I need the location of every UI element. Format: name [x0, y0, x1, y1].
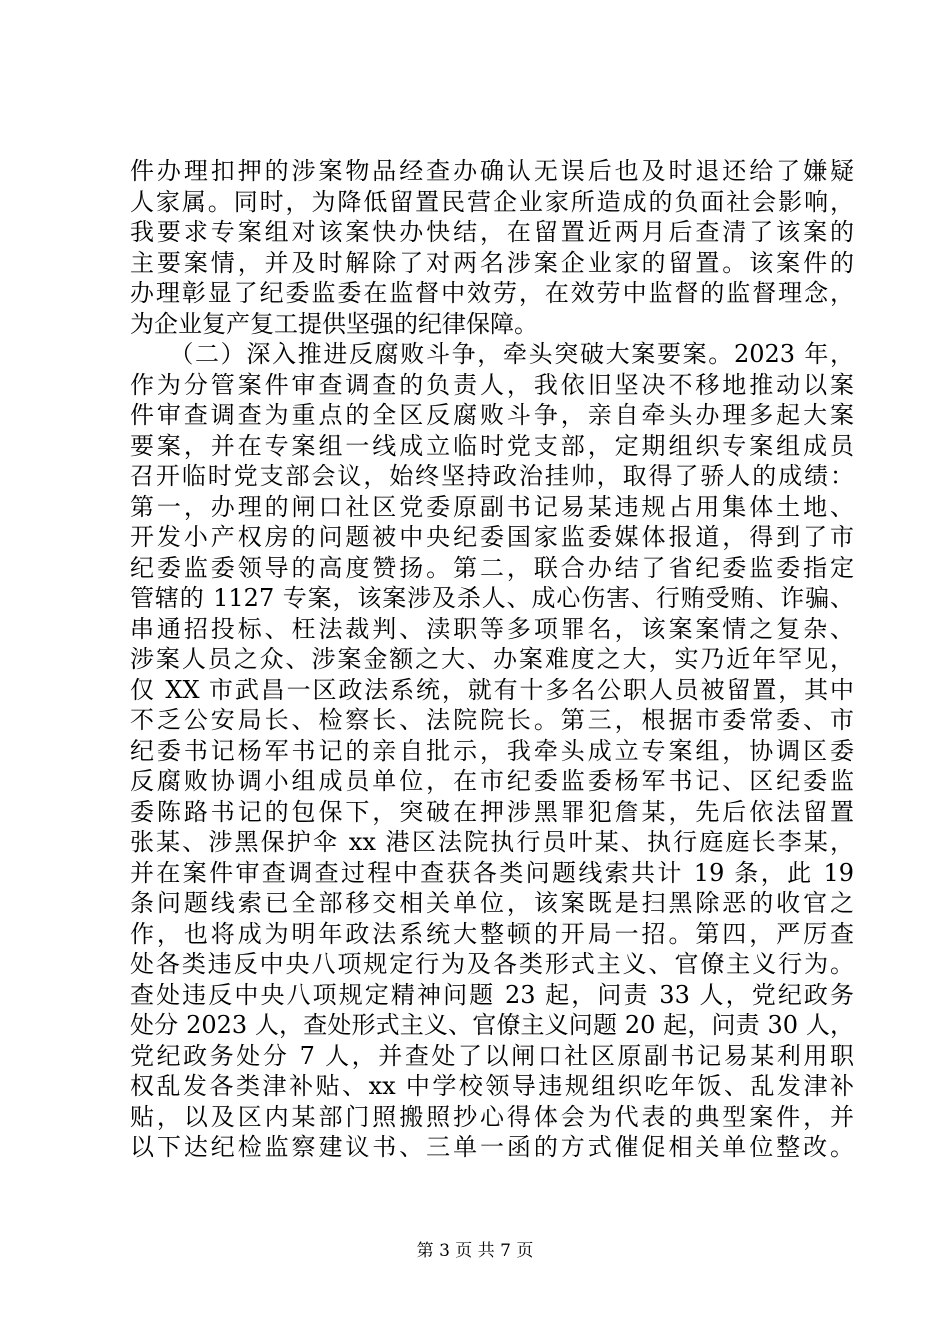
text-line: 贴，以及区内某部门照搬照抄心得体会为代表的典型案件，并 [130, 1102, 854, 1131]
text-line: 管辖的 1127 专案，该案涉及杀人、成心伤害、行贿受贿、诈骗、 [130, 584, 854, 612]
text-line: 作为分管案件审查调查的负责人，我依旧坚决不移地推动以案 [130, 370, 854, 399]
text-line: 处各类违反中央八项规定行为及各类形式主义、官僚主义行为。 [130, 950, 854, 978]
text-line: 涉案人员之众、涉案金额之大、办案难度之大，实乃近年罕见， [130, 645, 854, 673]
text-line: 要案，并在专案组一线成立临时党支部，定期组织专案组成员 [130, 431, 854, 460]
text-line: 作，也将成为明年政法系统大整顿的开局一招。第四，严厉查 [130, 919, 854, 948]
text-line: 件办理扣押的涉案物品经查办确认无误后也及时退还给了嫌疑 [130, 157, 854, 185]
page-number-footer: 第 3 页 共 7 页 [416, 1241, 534, 1261]
text-line: 纪委书记杨军书记的亲自批示，我牵头成立专案组，协调区委 [130, 736, 854, 765]
text-line: 主要案情，并及时解除了对两名涉案企业家的留置。该案件的 [130, 248, 854, 277]
text-line: 不乏公安局长、检察长、法院院长。第三，根据市委常委、市 [130, 706, 854, 734]
text-line: 仅 XX 市武昌一区政法系统，就有十多名公职人员被留置，其中 [130, 675, 854, 704]
text-line: 党纪政务处分 7 人，并查处了以闸口社区原副书记易某利用职 [130, 1041, 854, 1070]
text-line: 我要求专案组对该案快办快结，在留置近两月后查清了该案的 [130, 218, 854, 246]
body-text [130, 156, 854, 1163]
text-line: 并在案件审查调查过程中查获各类问题线索共计 19 条，此 19 [130, 858, 854, 887]
text-line: 委陈路书记的包保下，突破在押涉黑罪犯詹某，先后依法留置 [130, 797, 854, 826]
text-line: 件审查调查为重点的全区反腐败斗争，亲自牵头办理多起大案 [130, 401, 854, 429]
text-line: 串通招投标、枉法裁判、渎职等多项罪名，该案案情之复杂、 [130, 614, 854, 643]
text-line: 条问题线索已全部移交相关单位，该案既是扫黑除恶的收官之 [130, 889, 854, 917]
text-line: 反腐败协调小组成员单位，在市纪委监委杨军书记、区纪委监 [130, 767, 854, 795]
text-line: 办理彰显了纪委监委在监督中效劳，在效劳中监督的监督理念， [130, 279, 854, 307]
text-line: 权乱发各类津补贴、xx 中学校领导违规组织吃年饭、乱发津补 [130, 1072, 854, 1100]
text-line: 第一，办理的闸口社区党委原副书记易某违规占用集体土地、 [130, 492, 854, 521]
text-line: 召开临时党支部会议，始终坚持政治挂帅，取得了骄人的成绩： [130, 462, 854, 490]
text-line: 查处违反中央八项规定精神问题 23 起，问责 33 人，党纪政务 [130, 980, 854, 1009]
text-line: 张某、涉黑保护伞 xx 港区法院执行员叶某、执行庭庭长李某， [130, 828, 854, 856]
section-heading-line: （二）深入推进反腐败斗争，牵头突破大案要案。2023 年， [130, 340, 854, 368]
text-line: 人家属。同时，为降低留置民营企业家所造成的负面社会影响， [130, 187, 854, 216]
text-line: 纪委监委领导的高度赞扬。第二，联合办结了省纪委监委指定 [130, 553, 854, 582]
text-line: 开发小产权房的问题被中央纪委国家监委媒体报道，得到了市 [130, 523, 854, 551]
text-line: 为企业复产复工提供坚强的纪律保障。 [130, 309, 538, 338]
text-line: 以下达纪检监察建议书、三单一函的方式催促相关单位整改。 [130, 1133, 854, 1161]
text-line: 处分 2023 人，查处形式主义、官僚主义问题 20 起，问责 30 人， [130, 1011, 854, 1039]
